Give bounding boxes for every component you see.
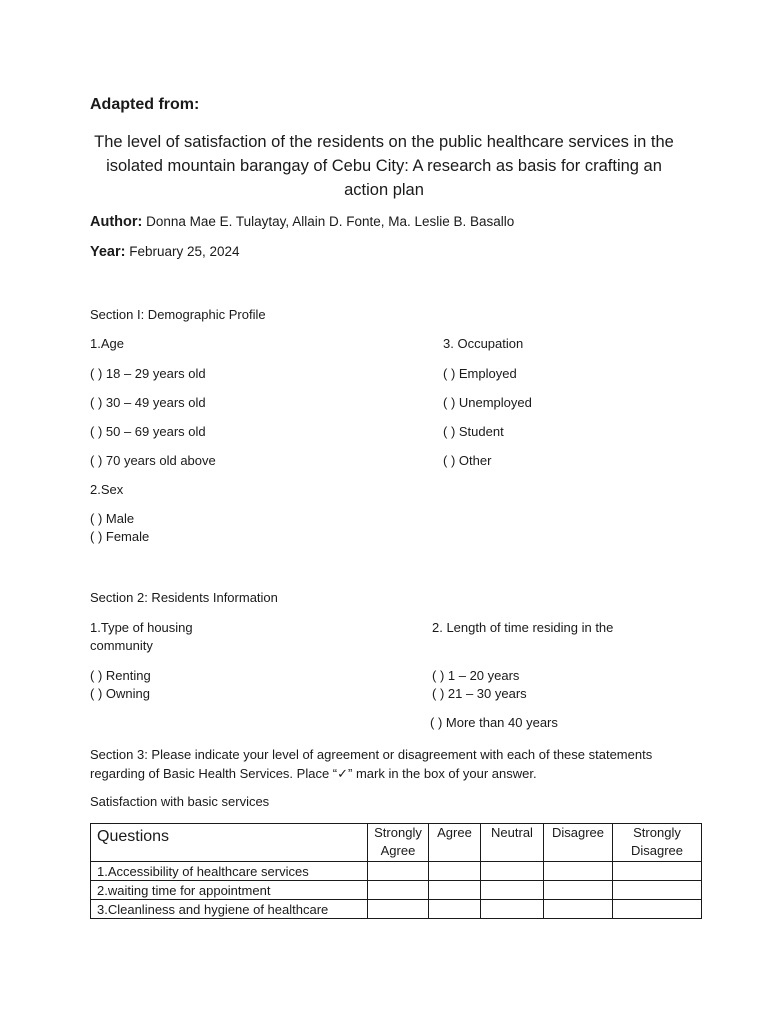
housing-option[interactable]: ( ) Owning <box>90 686 150 701</box>
answer-box[interactable] <box>368 900 429 919</box>
answer-box[interactable] <box>368 862 429 881</box>
question-cell: 2.waiting time for appointment <box>91 881 368 900</box>
answer-box[interactable] <box>368 881 429 900</box>
age-option[interactable]: ( ) 70 years old above <box>90 453 216 468</box>
answer-box[interactable] <box>429 862 481 881</box>
length-option[interactable]: ( ) 21 – 30 years <box>432 686 527 701</box>
housing-label: 1.Type of housing community <box>90 620 193 653</box>
age-label: 1.Age <box>90 336 124 351</box>
answer-box[interactable] <box>544 862 613 881</box>
year-value: February 25, 2024 <box>129 244 240 259</box>
occupation-option[interactable]: ( ) Unemployed <box>443 395 532 410</box>
year-label: Year: <box>90 244 126 260</box>
section2-heading: Section 2: Residents Information <box>90 590 278 605</box>
question-cell: 3.Cleanliness and hygiene of healthcare <box>91 900 368 919</box>
author-value: Donna Mae E. Tulaytay, Allain D. Fonte, Ma. Leslie B. Basallo <box>146 214 515 229</box>
question-cell: 1.Accessibility of healthcare services <box>91 862 368 881</box>
occupation-option[interactable]: ( ) Other <box>443 453 492 468</box>
housing-option[interactable]: ( ) Renting <box>90 668 151 683</box>
answer-box[interactable] <box>481 862 544 881</box>
answer-box[interactable] <box>429 881 481 900</box>
column-header-disagree: Disagree <box>544 824 613 862</box>
age-option[interactable]: ( ) 50 – 69 years old <box>90 424 206 439</box>
section3-subheading: Satisfaction with basic services <box>90 794 270 809</box>
author-label: Author: <box>90 214 143 230</box>
table-row <box>91 881 702 900</box>
occupation-label: 3. Occupation <box>443 336 524 351</box>
answer-box[interactable] <box>481 881 544 900</box>
adapted-from-label: Adapted from: <box>90 96 200 113</box>
length-label: 2. Length of time residing in the <box>432 620 614 635</box>
occupation-option[interactable]: ( ) Employed <box>443 366 517 381</box>
study-title: The level of satisfaction of the residents on the public healthcare services in the isolated mountain barangay of Cebu City: A research as basis for crafting an action plan <box>94 133 674 199</box>
answer-box[interactable] <box>613 862 702 881</box>
table-row <box>91 900 702 919</box>
age-option[interactable]: ( ) 18 – 29 years old <box>90 366 206 381</box>
age-option[interactable]: ( ) 30 – 49 years old <box>90 395 206 410</box>
author-line <box>90 213 514 231</box>
section1-heading: Section I: Demographic Profile <box>90 307 266 322</box>
answer-box[interactable] <box>544 881 613 900</box>
section3-instruction: Section 3: Please indicate your level of agreement or disagreement with each of these statements regarding of Basic Health Services. Place “✓” mark in the box of your answer. <box>90 747 653 781</box>
column-header-strongly-disagree: Strongly Disagree <box>613 824 702 862</box>
length-option[interactable]: ( ) More than 40 years <box>430 715 558 730</box>
answer-box[interactable] <box>613 900 702 919</box>
sex-label: 2.Sex <box>90 482 124 497</box>
column-header-neutral: Neutral <box>481 824 544 862</box>
occupation-option[interactable]: ( ) Student <box>443 424 504 439</box>
satisfaction-table <box>90 823 702 919</box>
column-header-questions: Questions <box>91 824 368 862</box>
answer-box[interactable] <box>613 881 702 900</box>
sex-option[interactable]: ( ) Male <box>90 511 135 526</box>
sex-option[interactable]: ( ) Female <box>90 529 150 544</box>
column-header-strongly-agree: Strongly Agree <box>368 824 429 862</box>
year-line <box>90 243 240 261</box>
answer-box[interactable] <box>481 900 544 919</box>
answer-box[interactable] <box>544 900 613 919</box>
column-header-agree: Agree <box>429 824 481 862</box>
length-option[interactable]: ( ) 1 – 20 years <box>432 668 520 683</box>
answer-box[interactable] <box>429 900 481 919</box>
table-header-row <box>91 824 702 862</box>
table-row <box>91 862 702 881</box>
